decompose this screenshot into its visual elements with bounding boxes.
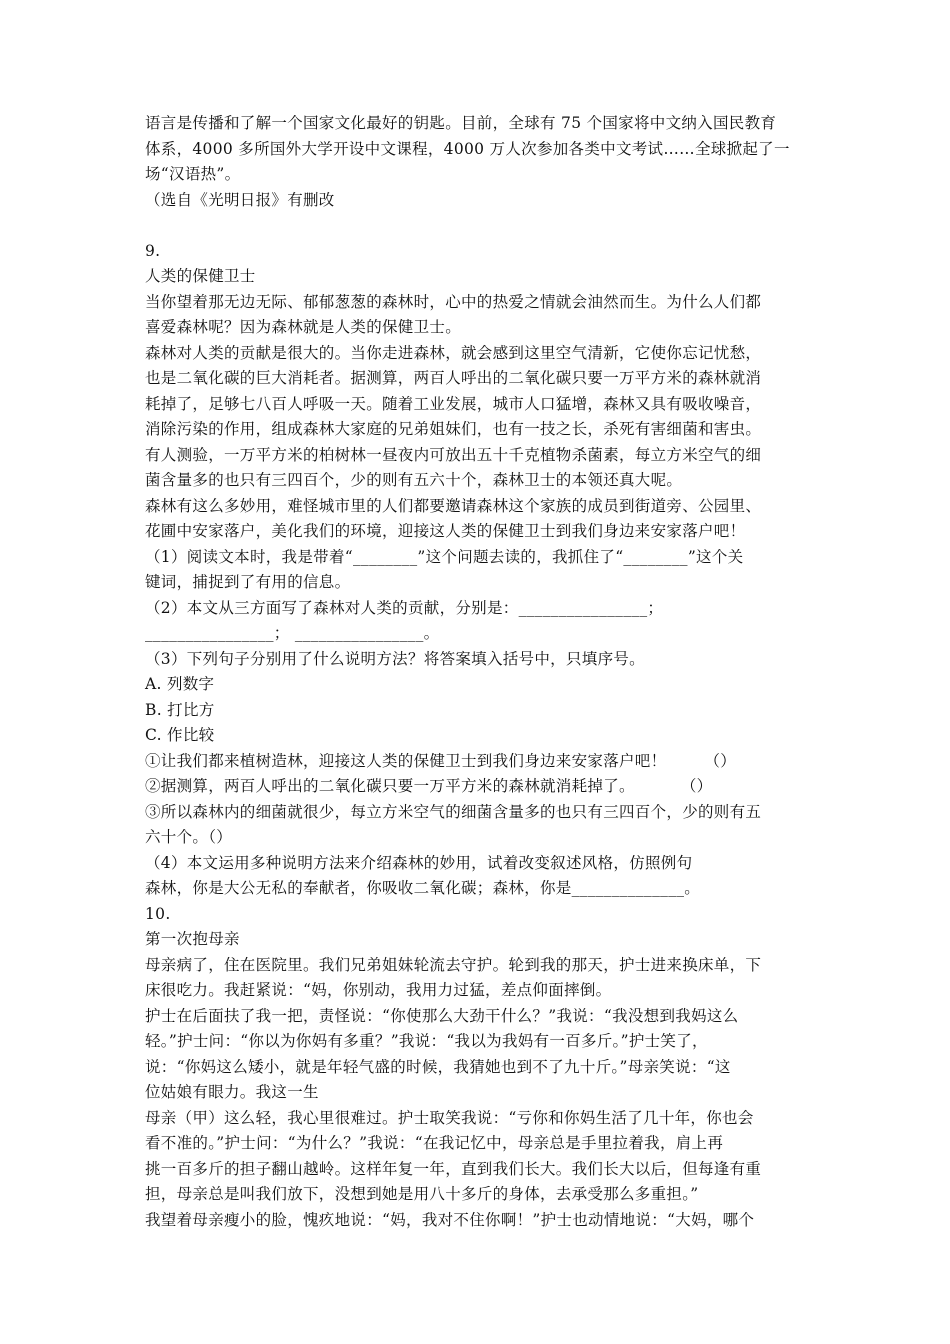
paragraph-line: 挑一百多斤的担子翻山越岭。这样年复一年，直到我们长大。我们长大以后，但每逢有重: [145, 1159, 762, 1178]
sentence-3-cont: 六十个。（）: [145, 828, 233, 846]
paragraph-line: 有人测验，一万平方米的柏树林一昼夜内可放出五十千克植物杀菌素，每立方米空气的细: [145, 445, 762, 464]
paragraph-line: 轻。”护士问：“你以为你妈有多重？”我说：“我以为我妈有一百多斤。”护士笑了，: [145, 1032, 708, 1050]
option-a: A. 列数字: [145, 675, 215, 693]
sub-question-4-example: 森林，你是大公无私的奉献者，你吸收二氧化碳；森林，你是______________。: [145, 879, 701, 897]
sub-question-4: （4）本文运用多种说明方法来介绍森林的妙用，试着改变叙述风格，仿照例句: [145, 853, 693, 872]
sub-question-1: （1）阅读文本时，我是带着“________”这个问题去读的，我抓住了“________”这个关: [145, 547, 744, 566]
sentence-text: ②据测算，两百人呼出的二氧化碳只要一万平方米的森林就消耗掉了。: [145, 777, 635, 795]
passage-title: 人类的保健卫士: [145, 267, 256, 285]
sentence-3: ③所以森林内的细菌就很少，每立方米空气的细菌含量多的也只有三四百个，少的则有五: [145, 802, 762, 821]
answer-parentheses: （）: [704, 751, 737, 770]
question-number: 10.: [145, 904, 171, 923]
sub-question-3: （3）下列句子分别用了什么说明方法？将答案填入括号中，只填序号。: [145, 649, 645, 668]
paragraph-line: 看不准的。”护士问：“为什么？”我说：“在我记忆中，母亲总是手里拉着我，肩上再: [145, 1134, 724, 1152]
paragraph-line: 语言是传播和了解一个国家文化最好的钥匙。目前，全球有 75 个国家将中文纳入国民教育: [145, 114, 777, 132]
paragraph-line: 场“汉语热”。: [145, 165, 241, 183]
paragraph-line: 位姑娘有眼力。我这一生: [145, 1083, 319, 1101]
sub-question-2: （2）本文从三方面写了森林对人类的贡献，分别是：________________；: [145, 598, 664, 617]
paragraph-line: 花圃中安家落户，美化我们的环境，迎接这人类的保健卫士到我们身边来安家落户吧！: [145, 522, 746, 540]
paragraph-line: 担，母亲总是叫我们放下，没想到她是用八十多斤的身体，去承受那么多重担。”: [145, 1185, 699, 1203]
spacer: [145, 213, 813, 239]
paragraph-line: 说：“你妈这么矮小，就是年轻气盛的时候，我猜她也到不了九十斤。”母亲笑说：“这: [145, 1057, 731, 1076]
source-citation: （选自《光明日报》有删改: [145, 190, 335, 209]
question-number: 9.: [145, 241, 161, 260]
question-9: [145, 239, 813, 902]
paragraph-line: 我望着母亲瘦小的脸，愧疚地说：“妈，我对不住你啊！”护士也动情地说：“大妈，哪个: [145, 1210, 755, 1229]
paragraph-line: 森林有这么多妙用，难怪城市里的人们都要邀请森林这个家族的成员到街道旁、公园里、: [145, 496, 762, 515]
paragraph-line: 也是二氧化碳的巨大消耗者。据测算，两百人呼出的二氧化碳只要一万平方米的森林就消: [145, 369, 762, 387]
paragraph-line: 耗掉了，足够七八百人呼吸一天。随着工业发展，城市人口猛增，森林又具有吸收噪音，: [145, 394, 762, 413]
passage-intro: [145, 111, 813, 213]
sentence-text: ①让我们都来植树造林，迎接这人类的保健卫士到我们身边来安家落户吧！: [145, 751, 667, 770]
answer-parentheses: （）: [680, 777, 713, 795]
option-c: C. 作比较: [145, 726, 215, 744]
paragraph-line: 消除污染的作用，组成森林大家庭的兄弟姐妹们，也有一技之长，杀死有害细菌和害虫。: [145, 420, 762, 438]
option-b: B. 打比方: [145, 700, 215, 719]
paragraph-line: 森林对人类的贡献是很大的。当你走进森林，就会感到这里空气清新，它使你忘记忧愁，: [145, 343, 762, 362]
paragraph-line: 当你望着那无边无际、郁郁葱葱的森林时，心中的热爱之情就会油然而生。为什么人们都: [145, 292, 762, 311]
sub-question-2-blanks: ________________； ________________。: [145, 624, 440, 642]
paragraph-line: 菌含量多的也只有三四百个，少的则有五六十个，森林卫士的本领还真大呢。: [145, 471, 683, 489]
paragraph-line: 喜爱森林呢？因为森林就是人类的保健卫士。: [145, 318, 462, 336]
sentence-1: [145, 749, 813, 775]
paragraph-line: 床很吃力。我赶紧说：“妈，你别动，我用力过猛，差点仰面摔倒。: [145, 981, 612, 999]
paragraph-line: 母亲病了，住在医院里。我们兄弟姐妹轮流去守护。轮到我的那天，护士进来换床单，下: [145, 955, 762, 974]
paragraph-line: 护士在后面扶了我一把，责怪说：“你使那么大劲干什么？”我说：“我没想到我妈这么: [145, 1006, 739, 1025]
document-content: [145, 111, 813, 1233]
paragraph-line: 体系，4000 多所国外大学开设中文课程，4000 万人次参加各类中文考试……全球掀起了一: [145, 139, 790, 158]
question-10: [145, 902, 813, 1234]
passage-title: 第一次抱母亲: [145, 930, 240, 948]
paragraph-line: 母亲（甲）这么轻，我心里很难过。护士取笑我说：“亏你和你妈生活了几十年，你也会: [145, 1108, 754, 1127]
sentence-2: [145, 774, 813, 800]
sub-question-1-cont: 键词，捕捉到了有用的信息。: [145, 573, 351, 591]
